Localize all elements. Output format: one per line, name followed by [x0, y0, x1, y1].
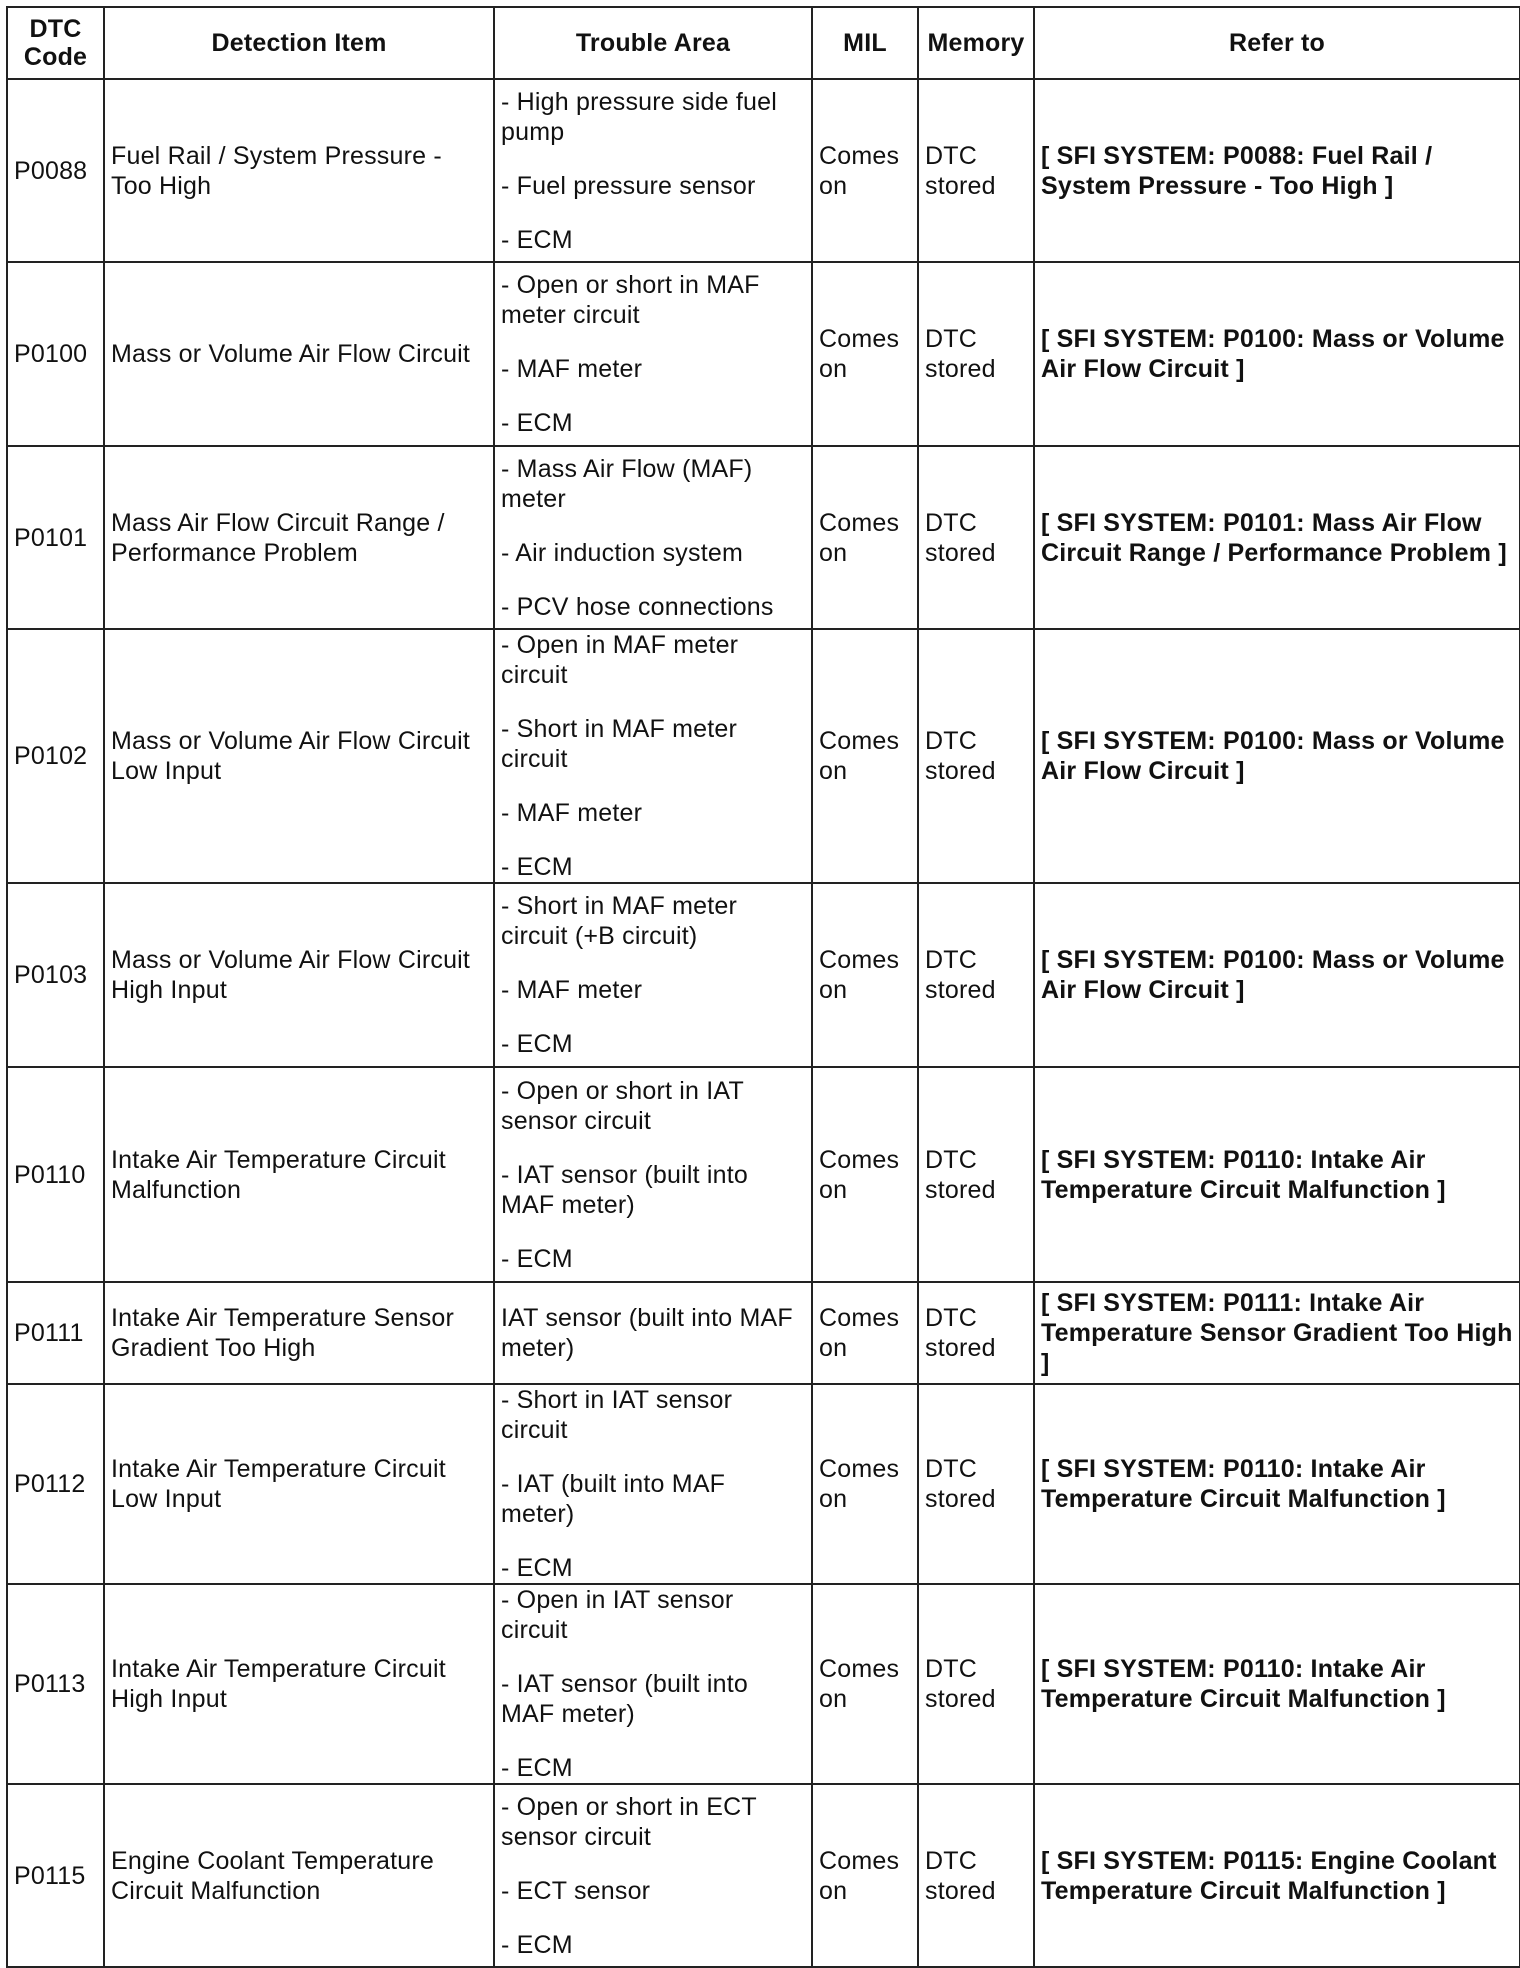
detection-item-cell: Intake Air Temperature Circuit High Input — [104, 1584, 494, 1784]
detection-item-cell: Mass or Volume Air Flow Circuit High Input — [104, 883, 494, 1067]
dtc-code-cell: P0113 — [7, 1584, 104, 1784]
table-row — [7, 883, 1520, 1067]
mil-cell: Comes on — [812, 1067, 918, 1282]
trouble-area-cell — [494, 1384, 812, 1584]
detection-item-cell: Intake Air Temperature Circuit Malfunction — [104, 1067, 494, 1282]
trouble-area-item: - MAF meter — [501, 355, 643, 383]
trouble-area-item: - Open or short in IAT sensor circuit — [501, 1076, 744, 1135]
dtc-code-cell: P0110 — [7, 1067, 104, 1282]
trouble-area-item: - IAT sensor (built into MAF meter) — [501, 1160, 749, 1219]
trouble-area-item: - Mass Air Flow (MAF) meter — [501, 454, 753, 513]
table-row — [7, 79, 1520, 262]
trouble-area-item: IAT sensor (built into MAF meter) — [501, 1304, 793, 1362]
trouble-area-item: - Fuel pressure sensor — [501, 171, 756, 200]
mil-cell: Comes on — [812, 1584, 918, 1784]
header-memory: Memory — [918, 7, 1034, 79]
memory-cell: DTC stored — [918, 79, 1034, 262]
memory-cell: DTC stored — [918, 1067, 1034, 1282]
trouble-area-item: - Open in IAT sensor circuit — [501, 1586, 734, 1644]
detection-item-cell: Intake Air Temperature Sensor Gradient Too High — [104, 1282, 494, 1384]
dtc-code-cell: P0111 — [7, 1282, 104, 1384]
dtc-code-cell: P0100 — [7, 262, 104, 446]
table-row — [7, 1384, 1520, 1584]
memory-cell: DTC stored — [918, 629, 1034, 883]
memory-cell: DTC stored — [918, 446, 1034, 629]
dtc-code-cell: P0102 — [7, 629, 104, 883]
refer-to-cell: [ SFI SYSTEM: P0111: Intake Air Temperature Sensor Gradient Too High ] — [1034, 1282, 1520, 1384]
memory-cell: DTC stored — [918, 262, 1034, 446]
refer-to-cell: [ SFI SYSTEM: P0100: Mass or Volume Air Flow Circuit ] — [1034, 262, 1520, 446]
trouble-area-cell — [494, 1067, 812, 1282]
trouble-area-item: - Open or short in ECT sensor circuit — [501, 1792, 757, 1851]
trouble-area-item: - ECM — [501, 1754, 573, 1782]
mil-cell: Comes on — [812, 629, 918, 883]
table-header — [7, 7, 1520, 79]
trouble-area-item: - MAF meter — [501, 799, 643, 827]
trouble-area-cell — [494, 1282, 812, 1384]
detection-item-cell: Intake Air Temperature Circuit Low Input — [104, 1384, 494, 1584]
dtc-code-cell: P0103 — [7, 883, 104, 1067]
refer-to-cell: [ SFI SYSTEM: P0088: Fuel Rail / System Pressure - Too High ] — [1034, 79, 1520, 262]
table-body — [7, 79, 1520, 1967]
trouble-area-item: - Short in IAT sensor circuit — [501, 1386, 733, 1444]
refer-to-cell: [ SFI SYSTEM: P0110: Intake Air Temperature Circuit Malfunction ] — [1034, 1584, 1520, 1784]
trouble-area-item: - Open in MAF meter circuit — [501, 631, 739, 689]
mil-cell: Comes on — [812, 883, 918, 1067]
header-detection-item: Detection Item — [104, 7, 494, 79]
trouble-area-item: - IAT sensor (built into MAF meter) — [501, 1670, 749, 1728]
trouble-area-cell — [494, 1784, 812, 1967]
trouble-area-cell — [494, 446, 812, 629]
refer-to-cell: [ SFI SYSTEM: P0100: Mass or Volume Air Flow Circuit ] — [1034, 629, 1520, 883]
table-row — [7, 262, 1520, 446]
trouble-area-item: - IAT (built into MAF meter) — [501, 1470, 726, 1528]
table-row — [7, 1784, 1520, 1967]
dtc-code-cell: P0112 — [7, 1384, 104, 1584]
trouble-area-item: - Open or short in MAF meter circuit — [501, 271, 760, 329]
trouble-area-item: - Air induction system — [501, 538, 743, 567]
mil-cell: Comes on — [812, 262, 918, 446]
dtc-chart-sheet — [6, 6, 1520, 1968]
header-trouble-area: Trouble Area — [494, 7, 812, 79]
table-row — [7, 1282, 1520, 1384]
memory-cell: DTC stored — [918, 1384, 1034, 1584]
trouble-area-item: - ECM — [501, 225, 573, 254]
trouble-area-item: - ECM — [501, 1030, 573, 1058]
detection-item-cell: Mass or Volume Air Flow Circuit — [104, 262, 494, 446]
refer-to-cell: [ SFI SYSTEM: P0110: Intake Air Temperature Circuit Malfunction ] — [1034, 1384, 1520, 1584]
mil-cell: Comes on — [812, 1282, 918, 1384]
trouble-area-item: - Short in MAF meter circuit — [501, 715, 737, 773]
mil-cell: Comes on — [812, 1784, 918, 1967]
trouble-area-cell — [494, 1584, 812, 1784]
dtc-code-cell: P0101 — [7, 446, 104, 629]
mil-cell: Comes on — [812, 1384, 918, 1584]
mil-cell: Comes on — [812, 446, 918, 629]
table-row — [7, 1067, 1520, 1282]
trouble-area-item: - ECM — [501, 1244, 573, 1273]
trouble-area-item: - High pressure side fuel pump — [501, 87, 777, 146]
trouble-area-cell — [494, 629, 812, 883]
trouble-area-cell — [494, 262, 812, 446]
table-row — [7, 446, 1520, 629]
detection-item-cell: Fuel Rail / System Pressure - Too High — [104, 79, 494, 262]
detection-item-cell: Engine Coolant Temperature Circuit Malfunction — [104, 1784, 494, 1967]
trouble-area-item: - ECM — [501, 409, 573, 437]
trouble-area-cell — [494, 883, 812, 1067]
header-row — [7, 7, 1520, 79]
table-row — [7, 629, 1520, 883]
trouble-area-item: - ECM — [501, 1930, 573, 1959]
dtc-code-cell: P0115 — [7, 1784, 104, 1967]
header-refer-to: Refer to — [1034, 7, 1520, 79]
trouble-area-item: - ECM — [501, 853, 573, 881]
trouble-area-cell — [494, 79, 812, 262]
trouble-area-item: - ECT sensor — [501, 1876, 651, 1905]
header-dtc-code: DTC Code — [7, 7, 104, 79]
refer-to-cell: [ SFI SYSTEM: P0115: Engine Coolant Temperature Circuit Malfunction ] — [1034, 1784, 1520, 1967]
memory-cell: DTC stored — [918, 1282, 1034, 1384]
memory-cell: DTC stored — [918, 1784, 1034, 1967]
trouble-area-item: - PCV hose connections — [501, 592, 774, 621]
memory-cell: DTC stored — [918, 1584, 1034, 1784]
dtc-code-cell: P0088 — [7, 79, 104, 262]
refer-to-cell: [ SFI SYSTEM: P0100: Mass or Volume Air Flow Circuit ] — [1034, 883, 1520, 1067]
table-row — [7, 1584, 1520, 1784]
trouble-area-item: - ECM — [501, 1554, 573, 1582]
refer-to-cell: [ SFI SYSTEM: P0101: Mass Air Flow Circuit Range / Performance Problem ] — [1034, 446, 1520, 629]
header-mil: MIL — [812, 7, 918, 79]
trouble-area-item: - Short in MAF meter circuit (+B circuit) — [501, 892, 737, 950]
detection-item-cell: Mass Air Flow Circuit Range / Performance Problem — [104, 446, 494, 629]
refer-to-cell: [ SFI SYSTEM: P0110: Intake Air Temperature Circuit Malfunction ] — [1034, 1067, 1520, 1282]
trouble-area-item: - MAF meter — [501, 976, 643, 1004]
dtc-table — [6, 6, 1520, 1968]
mil-cell: Comes on — [812, 79, 918, 262]
memory-cell: DTC stored — [918, 883, 1034, 1067]
detection-item-cell: Mass or Volume Air Flow Circuit Low Input — [104, 629, 494, 883]
